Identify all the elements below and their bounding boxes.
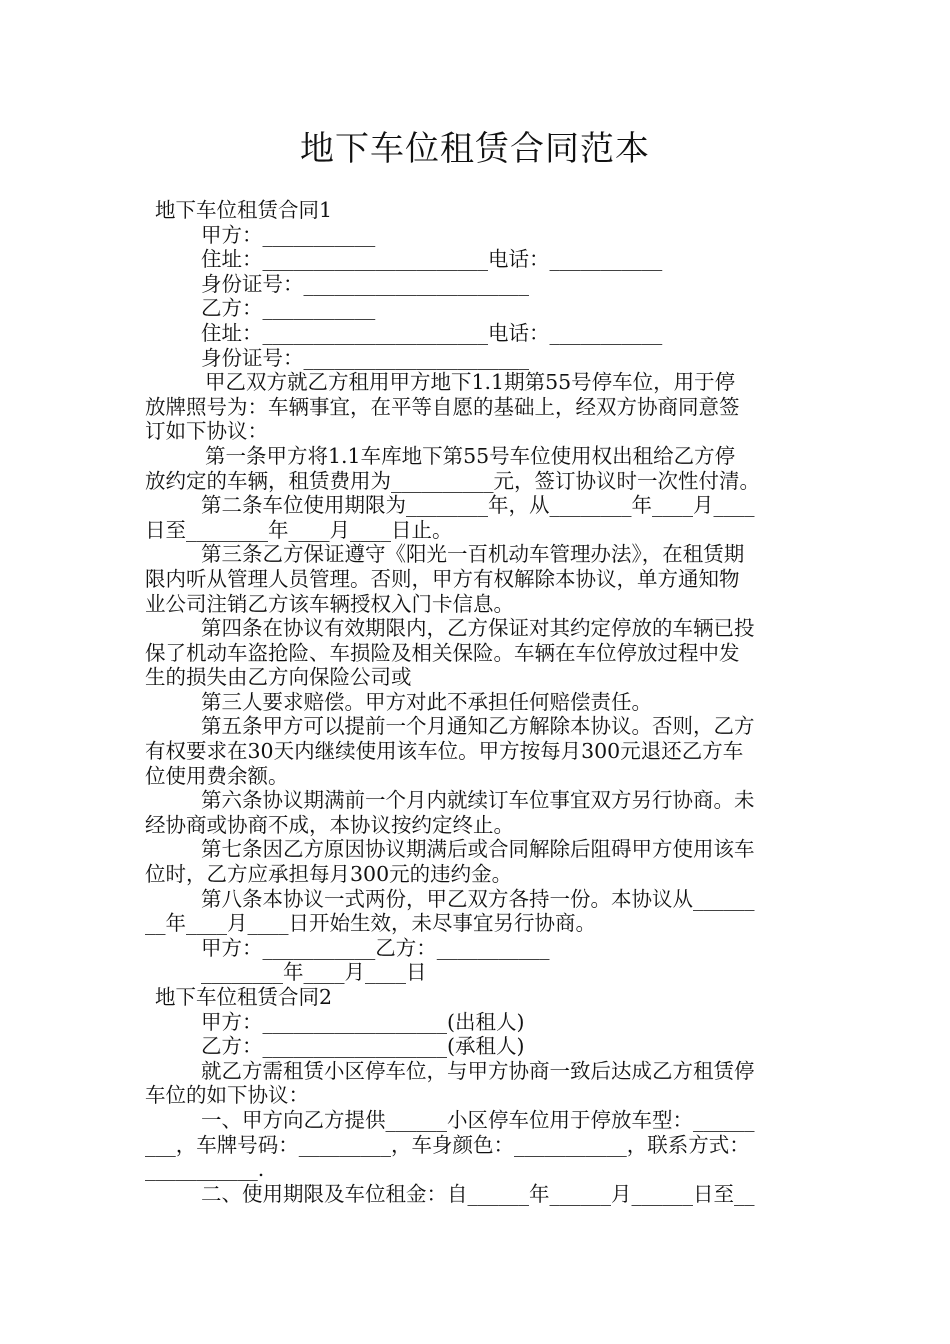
clause-3-line: 第三条乙方保证遵守《阳光一百机动车管理办法》，在租赁期	[201, 542, 745, 567]
clause-4-line: 保了机动车盗抢险、车损险及相关保险。车辆在车位停放过程中发	[145, 640, 740, 665]
clause-2-line: 日至________年____月____日止。	[145, 517, 453, 542]
party-b-address-phone: 住址：______________________电话：___________	[201, 320, 663, 345]
clause-1-line: 放约定的车辆，租赁费用为__________元，签订协议时一次性付清。	[145, 468, 760, 493]
date-line: ________年____月____日	[201, 960, 427, 985]
body-line: 甲乙双方就乙方租用甲方地下1.1期第55号停车位，用于停	[205, 370, 736, 395]
section-heading-1: 地下车位租赁合同1	[155, 198, 333, 222]
clause-7-line: 第七条因乙方原因协议期满后或合同解除后阻碍甲方使用该车	[201, 837, 755, 862]
clause-4-line: 第四条在协议有效期限内，乙方保证对其约定停放的车辆已投	[201, 616, 755, 641]
item-1-line: ___________.	[145, 1157, 265, 1182]
clause-5-line: 有权要求在30天内继续使用该车位。甲方按每月300元退还乙方车	[145, 739, 744, 764]
clause-8-line: 第八条本协议一式两份，甲乙双方各持一份。本协议从______	[201, 886, 755, 911]
clause-2-line: 第二条车位使用期限为________年，从________年____月____	[201, 493, 755, 518]
section-heading-2: 地下车位租赁合同2	[155, 985, 333, 1009]
clause-3-line: 业公司注销乙方该车辆授权入门卡信息。	[145, 591, 514, 616]
signature-line: 甲方：___________乙方：___________	[201, 935, 550, 960]
clause-1-line: 第一条甲方将1.1车库地下第55号车位使用权出租给乙方停	[205, 443, 736, 468]
body-line: 放牌照号为：车辆事宜，在平等自愿的基础上，经双方协商同意签	[145, 394, 740, 419]
item-1-line: 一、甲方向乙方提供______小区停车位用于停放车型：______	[201, 1107, 755, 1132]
document-body	[145, 198, 815, 1206]
clause-4-line: 生的损失由乙方向保险公司或	[145, 665, 412, 690]
clause-7-line: 位时，乙方应承担每月300元的违约金。	[145, 862, 513, 887]
lessor-field: 甲方：__________________(出租人)	[201, 1009, 525, 1034]
clause-6-line: 经协商或协商不成，本协议按约定终止。	[145, 812, 514, 837]
clause-8-line: __年____月____日开始生效，未尽事宜另行协商。	[145, 911, 596, 936]
clause-4-line: 第三人要求赔偿。甲方对此不承担任何赔偿责任。	[201, 689, 652, 714]
clause-5-line: 位使用费余额。	[145, 763, 289, 788]
clause-5-line: 第五条甲方可以提前一个月通知乙方解除本协议。否则，乙方	[201, 714, 755, 739]
clause-3-line: 限内听从管理人员管理。否则，甲方有权解除本协议，单方通知物	[145, 566, 740, 591]
document-title: 地下车位租赁合同范本	[300, 129, 650, 169]
item-1-line: ___，车牌号码：_________，车身颜色：___________，联系方式：	[145, 1132, 750, 1157]
lessee-field: 乙方：__________________(承租人)	[201, 1034, 525, 1059]
clause-6-line: 第六条协议期满前一个月内就续订车位事宜双方另行协商。未	[201, 788, 755, 813]
party-b-field: 乙方：___________	[201, 296, 376, 321]
body-line: 车位的如下协议：	[145, 1083, 309, 1108]
party-a-id-number: 身份证号：______________________	[201, 271, 529, 296]
party-a-address-phone: 住址：______________________电话：___________	[201, 247, 663, 272]
item-2-line: 二、使用期限及车位租金：自______年______月______日至__	[201, 1181, 755, 1206]
body-line: 订如下协议：	[145, 419, 268, 444]
party-a-field: 甲方：___________	[201, 222, 376, 247]
party-b-id-number: 身份证号：______________________	[201, 345, 529, 370]
body-line: 就乙方需租赁小区停车位，与甲方协商一致后达成乙方租赁停	[201, 1058, 755, 1083]
